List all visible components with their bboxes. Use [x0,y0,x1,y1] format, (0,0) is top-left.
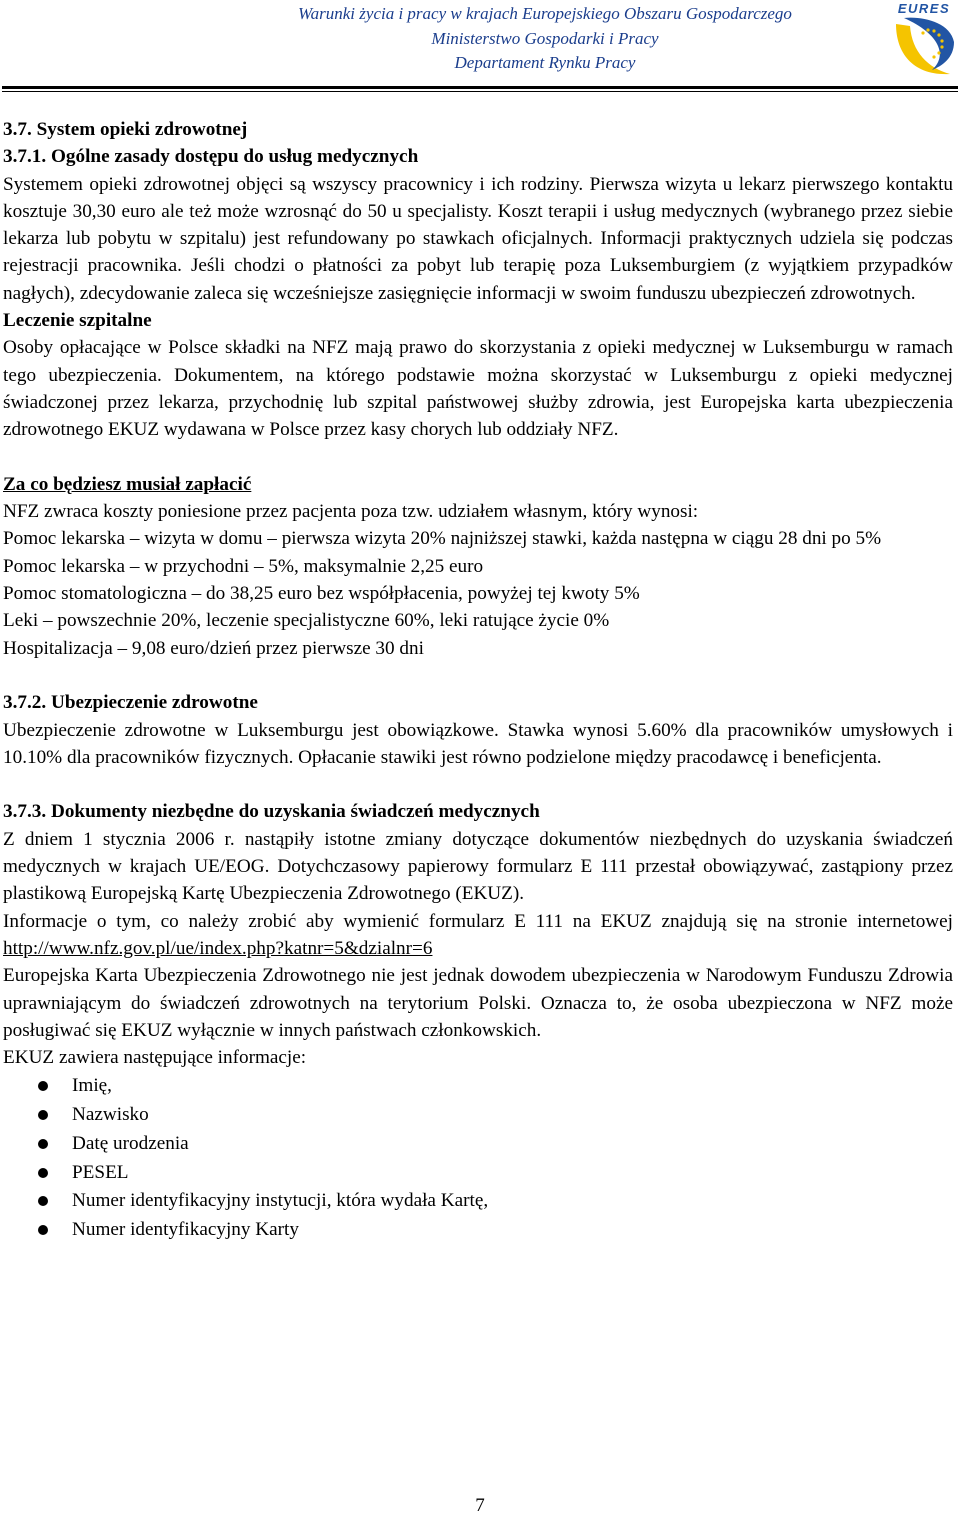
nfz-link[interactable]: http://www.nfz.gov.pl/ue/index.php?katnr=5&dzialnr=6 [3,937,433,959]
header-line-1: Warunki życia i pracy w krajach Europejskiego Obszaru Gospodarczego [298,4,792,23]
eures-logo [888,0,960,78]
payment-line-5: Hospitalizacja – 9,08 euro/dzień przez pierwsze 30 dni [3,637,424,659]
list-item: Numer identyfikacyjny Karty [3,1216,953,1245]
hospital-paragraph: Osoby opłacające w Polsce składki na NFZ mają prawo do skorzystania z opieki medycznej w Luksemburgu w ramach tego ubezpieczenia. Dokumentem, na którego podstawie można skorzystać w Luksemburgu z opieki medycznej świadczonej przez lekarza, przychodnię lub szpital państwowej służby zdrowia, jest Europejska karta ubezpieczenia zdrowotnego EKUZ wydawana w Polsce przez kasy chorych lub oddziały NFZ. [3,337,953,441]
section-3-7-1-paragraph: Systemem opieki zdrowotnej objęci są wszyscy pracownicy i ich rodziny. Pierwsza wizyta u lekarz pierwszego kontaktu kosztuje 30,30 euro ale też może wzrosnąć do 50 u specjalisty. Koszt terapii i usług medycznych (wybranego przez siebie lekarza lub pobytu w szpitalu) jest refundowany po stawkach oficjalnych. Informacji praktycznych udziela się podczas rejestracji pracownika. Jeśli chodzi o płatności za pobyt lub terapię poza Luksemburgiem (z wyjątkiem przypadków nagłych), zdecydowanie zaleca się wcześniejsze zasięgnięcie informacji w swoim funduszu ubezpieczeń zdrowotnych. [3,173,953,304]
bullet-icon [38,1081,48,1091]
header-rule-thick [2,86,958,89]
list-item: Nazwisko [3,1101,953,1130]
ekuz-intro: EKUZ zawiera następujące informacje: [3,1047,307,1069]
bullet-icon [38,1110,48,1120]
hospital-title: Leczenie szpitalne [3,310,152,332]
section-3-7-3-paragraph-2 [3,908,953,963]
list-item: Datę urodzenia [3,1130,953,1159]
section-3-7-2-title: 3.7.2. Ubezpieczenie zdrowotne [3,692,258,714]
section-3-7-3-paragraph-3: Europejska Karta Ubezpieczenia Zdrowotnego nie jest jednak dowodem ubezpieczenia w Narodowym Funduszu Zdrowia uprawniającym do świadczeń zdrowotnych na terytorium Polski. Oznacza to, że osoba ubezpieczona w NFZ może posługiwać się EKUZ wyłącznie w innych państwach członkowskich. [3,965,953,1041]
header-rule-thin [2,91,958,92]
header-line-2: Ministerstwo Gospodarki i Pracy [431,28,659,48]
bullet-icon [38,1139,48,1149]
payment-line-2: Pomoc lekarska – w przychodni – 5%, maksymalnie 2,25 euro [3,555,484,577]
svg-text:EURES: EURES [897,1,951,16]
nfz-info-text: Informacje o tym, co należy zrobić aby wymienić formularz E 111 na EKUZ znajdują się na stronie internetowej [3,910,953,932]
bullet-icon [38,1168,48,1178]
ekuz-list [3,1072,953,1244]
document-body [3,116,953,1245]
section-3-7-3-title: 3.7.3. Dokumenty niezbędne do uzyskania świadczeń medycznych [3,801,540,823]
payment-line-3: Pomoc stomatologiczna – do 38,25 euro bez współpłacenia, powyżej tej kwoty 5% [3,583,640,605]
list-item: Numer identyfikacyjny instytucji, która wydała Kartę, [3,1187,953,1216]
page-number: 7 [475,1495,485,1516]
section-3-7-1-title: 3.7.1. Ogólne zasady dostępu do usług medycznych [3,146,419,168]
header-line-3: Departament Rynku Pracy [454,53,636,72]
payment-title: Za co będziesz musiał zapłacić [3,473,252,495]
section-3-7-2-paragraph: Ubezpieczenie zdrowotne w Luksemburgu jest obowiązkowe. Stawka wynosi 5.60% dla pracowników umysłowych i 10.10% dla pracowników fizycznych. Opłacanie stawiki jest równo podzielone między pracodawcę i beneficjenta. [3,719,953,768]
payment-line-4: Leki – powszechnie 20%, leczenie specjalistyczne 60%, leki ratujące życie 0% [3,610,610,632]
section-3-7-3-paragraph-1: Z dniem 1 stycznia 2006 r. nastąpiły istotne zmiany dotyczące dokumentów niezbędnych do uzyskania świadczeń medycznych w krajach UE/EOG. Dotychczasowy papierowy formularz E 111 przestał obowiązywać, zastąpiony przez plastikową Europejską Kartę Ubezpieczenia Zdrowotnego (EKUZ). [3,828,953,905]
bullet-icon [38,1225,48,1235]
page-header [0,0,960,78]
payment-line-1: Pomoc lekarska – wizyta w domu – pierwsza wizyta 20% najniższej stawki, każda następna w ciągu 28 dni po 5% [3,528,882,550]
payment-intro: NFZ zwraca koszty poniesione przez pacjenta poza tzw. udziałem własnym, który wynosi: [3,501,699,523]
list-item: PESEL [3,1159,953,1188]
list-item: Imię, [3,1072,953,1101]
section-3-7-title: 3.7. System opieki zdrowotnej [3,119,248,140]
bullet-icon [38,1196,48,1206]
header-text [130,2,960,76]
